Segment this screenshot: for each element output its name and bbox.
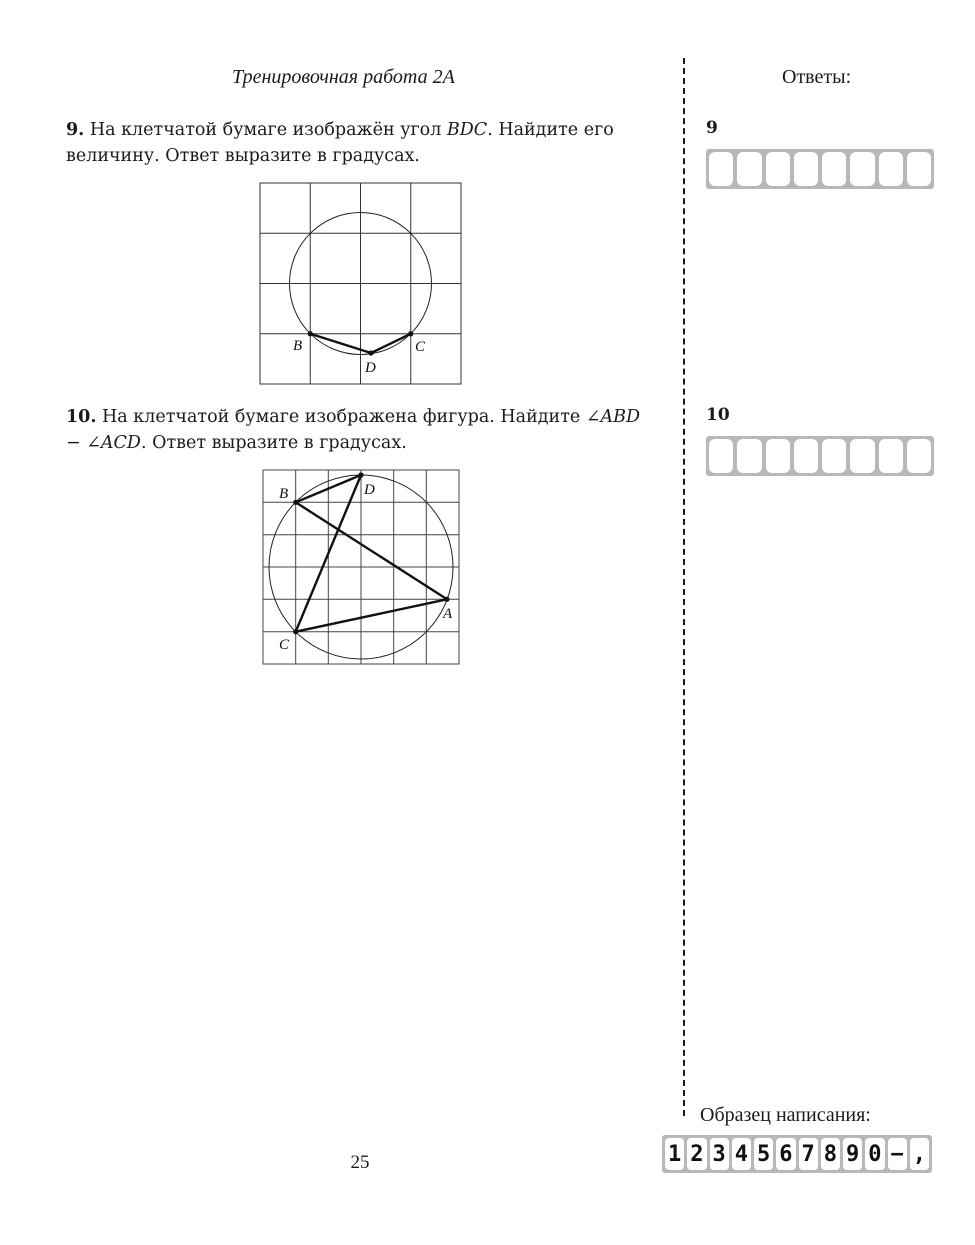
answer-cell[interactable]	[907, 152, 931, 186]
sample-glyph: 3	[710, 1138, 729, 1170]
point-b	[308, 331, 313, 336]
problem-text: . Найдите его величину. Ответ выразите в градусах.	[66, 120, 614, 166]
header-title: Тренировочная работа 2А	[232, 66, 455, 88]
problem-text: . Ответ выразите в градусах.	[140, 433, 407, 453]
label-c: C	[279, 637, 290, 653]
answer-cell[interactable]	[766, 439, 790, 473]
minus-sign: −	[66, 433, 87, 453]
page-number: 25	[350, 1152, 370, 1173]
point-c	[408, 331, 413, 336]
problem-number: 9.	[66, 120, 85, 140]
answer-cell[interactable]	[709, 439, 733, 473]
answer-9-number: 9	[706, 118, 718, 138]
answers-title: Ответы:	[782, 66, 852, 88]
angle-name: BDC	[446, 120, 488, 140]
point-a	[444, 597, 449, 602]
label-d: D	[365, 360, 376, 376]
answer-cell[interactable]	[907, 439, 931, 473]
sample-glyph: 6	[776, 1138, 795, 1170]
problem-9-text	[66, 117, 660, 169]
answer-cell[interactable]	[794, 439, 818, 473]
label-b: B	[293, 338, 303, 354]
sample-glyph: 7	[799, 1138, 818, 1170]
label-b: B	[279, 486, 289, 502]
sample-glyph: 5	[754, 1138, 773, 1170]
angle-acd: ∠ACD	[86, 433, 141, 453]
angle-abd: ∠ABD	[585, 407, 641, 427]
answer-cell[interactable]	[709, 152, 733, 186]
sample-glyph: 4	[732, 1138, 751, 1170]
sample-glyph: ,	[910, 1138, 929, 1170]
answer-cell[interactable]	[794, 152, 818, 186]
answer-cell[interactable]	[879, 439, 903, 473]
sample-glyph: 1	[665, 1138, 684, 1170]
problem-text: На клетчатой бумаге изображён угол	[89, 120, 447, 140]
grid	[263, 470, 459, 664]
sample-glyph: 0	[865, 1138, 884, 1170]
point-b	[293, 500, 298, 505]
sample-label: Образец написания:	[700, 1104, 871, 1126]
problem-9-figure	[258, 181, 464, 387]
sample-glyph: 8	[821, 1138, 840, 1170]
sample-glyph: 9	[843, 1138, 862, 1170]
sample-glyph: 2	[687, 1138, 706, 1170]
problem-10-figure	[261, 468, 461, 666]
answer-cell[interactable]	[737, 439, 761, 473]
answer-cell[interactable]	[850, 152, 874, 186]
answer-cell[interactable]	[766, 152, 790, 186]
point-d	[368, 350, 373, 355]
label-d: D	[364, 482, 375, 498]
answer-cell[interactable]	[822, 152, 846, 186]
sample-glyph: −	[888, 1138, 907, 1170]
answer-cell[interactable]	[822, 439, 846, 473]
problem-number: 10.	[66, 407, 97, 427]
grid	[260, 183, 461, 384]
answer-cell[interactable]	[879, 152, 903, 186]
answer-cell[interactable]	[737, 152, 761, 186]
figure-segments	[296, 475, 447, 632]
problem-10-text	[66, 404, 660, 456]
column-divider	[683, 58, 685, 1116]
label-c: C	[415, 339, 426, 355]
answer-10-field[interactable]	[706, 436, 934, 476]
point-d	[358, 472, 363, 477]
answer-9-field[interactable]	[706, 149, 934, 189]
sample-writing	[662, 1135, 932, 1173]
label-a: A	[443, 606, 453, 622]
problem-text: На клетчатой бумаге изображена фигура. Найдите	[102, 407, 586, 427]
point-c	[293, 629, 298, 634]
answer-10-number: 10	[706, 405, 730, 425]
answer-cell[interactable]	[850, 439, 874, 473]
